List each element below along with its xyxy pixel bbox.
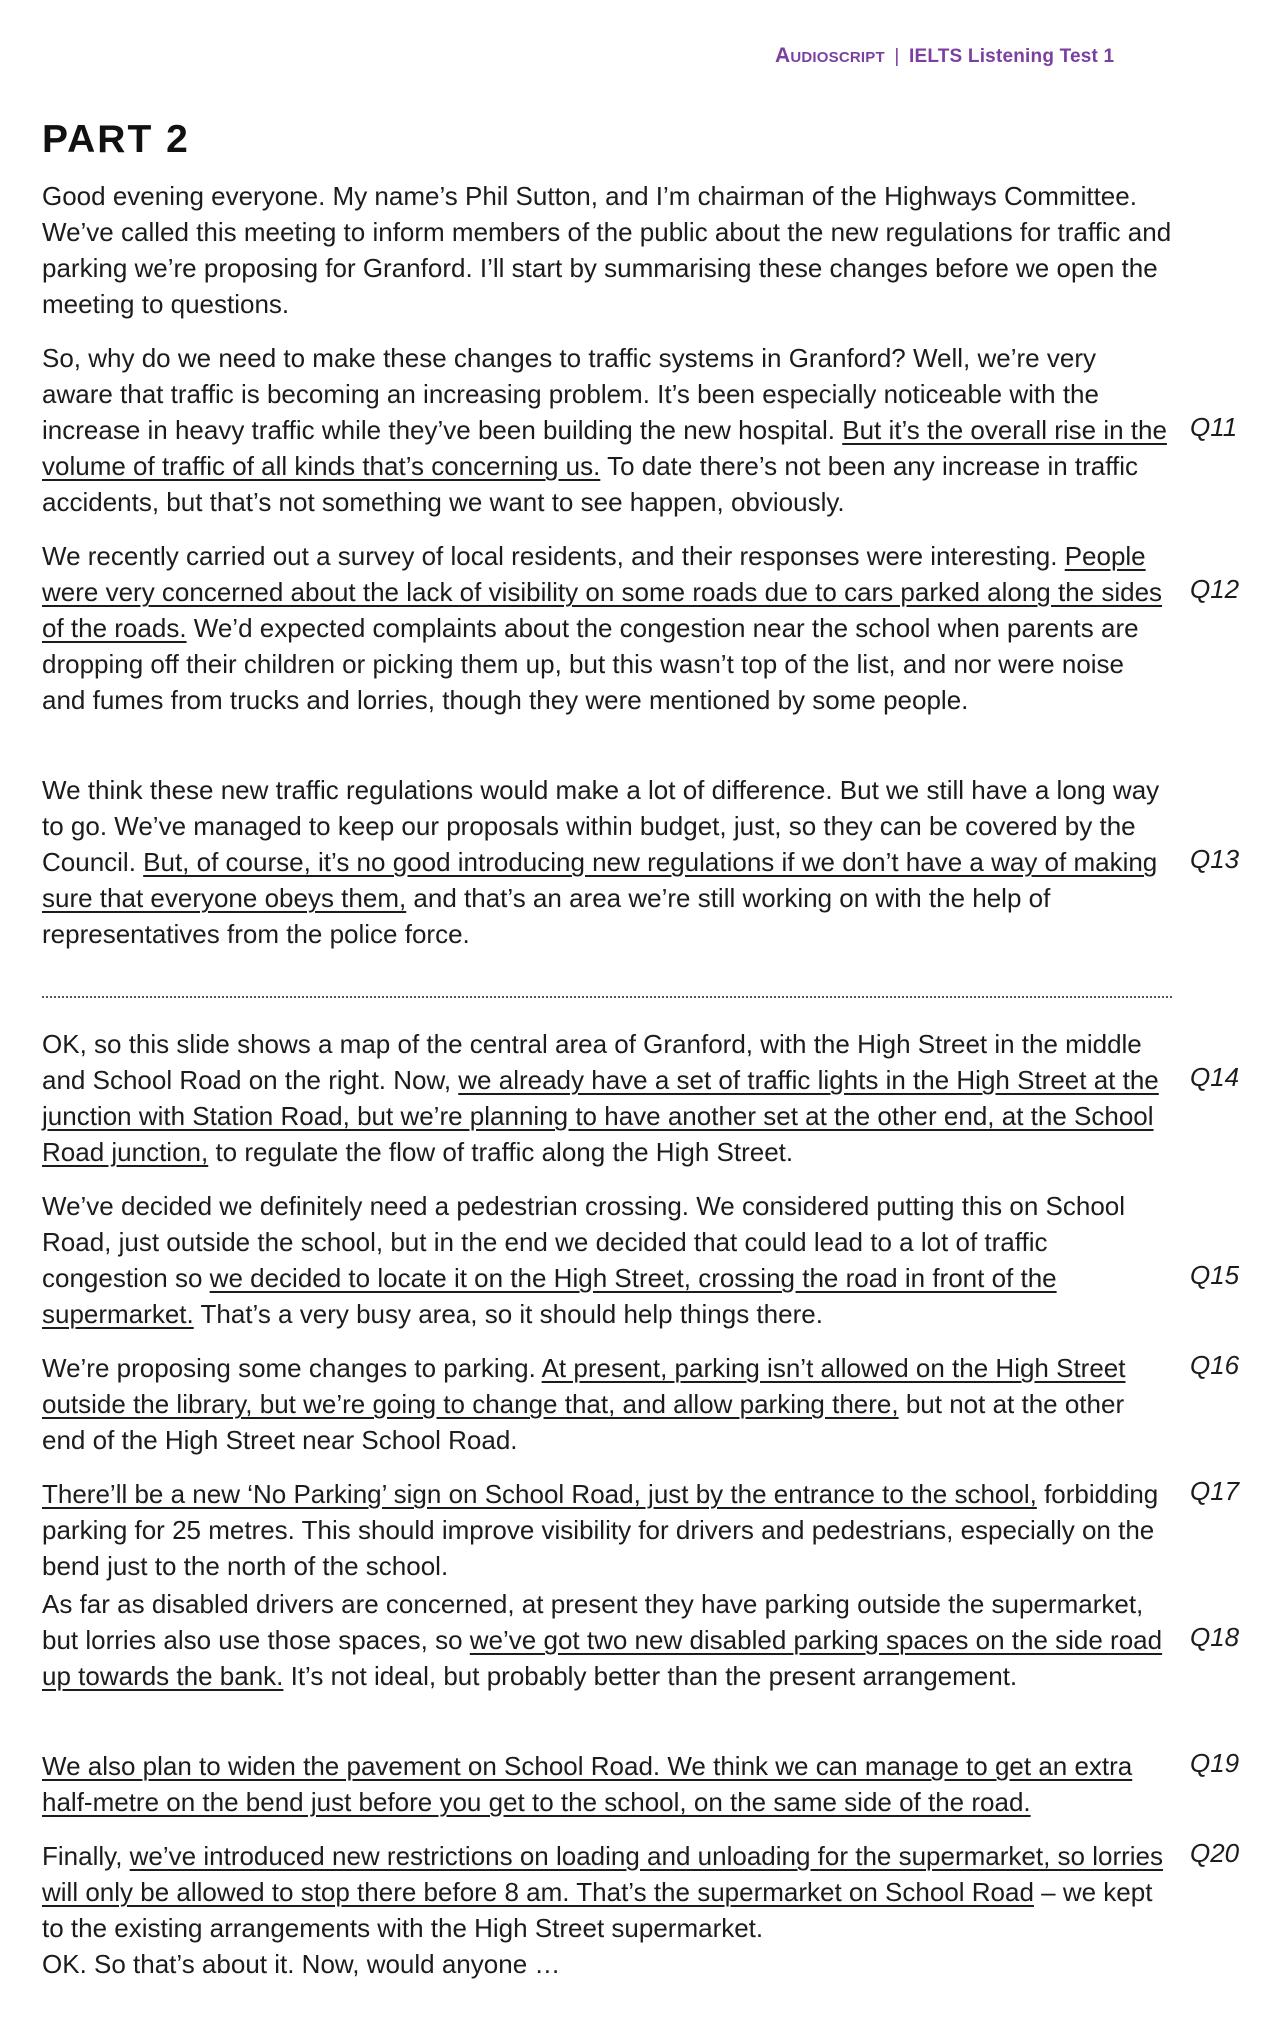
header-separator: | xyxy=(894,46,900,67)
paragraph-text: – we kept to the existing arrangements with the High Street supermarket. xyxy=(42,1877,1153,1943)
underlined-answer-text: we’ve introduced new restrictions on loading and unloading for the supermarket, so lorries will only be allowed to stop there before 8 am. That’s the supermarket on School Road xyxy=(42,1841,1164,1907)
paragraph-q16 xyxy=(42,1350,1172,1458)
question-marker-q18: Q18 xyxy=(1190,1622,1240,1652)
running-header xyxy=(775,44,1135,68)
paragraph-q13 xyxy=(42,772,1172,952)
paragraph-q15 xyxy=(42,1188,1172,1332)
paragraph-q19 xyxy=(42,1748,1172,1820)
part-title: PART 2 xyxy=(42,118,190,161)
underlined-answer-text: we’ve got two new disabled parking spaces on the side road up towards the bank. xyxy=(42,1625,1163,1691)
paragraph-text: It’s not ideal, but probably better than the present arrangement. xyxy=(283,1661,1018,1691)
paragraph-text: We recently carried out a survey of local residents, and their responses were interesting. xyxy=(42,541,1065,571)
paragraph-text: Good evening everyone. My name’s Phil Sutton, and I’m chairman of the Highways Committee. We’ve called this meeting to inform members of the public about the new regulations for traffic and parking we’re proposing for Granford. I’ll start by summarising these changes before we open the meeting to questions. xyxy=(42,181,1172,319)
paragraph-text: but not at the other end of the High Street near School Road. xyxy=(42,1389,1125,1455)
paragraph-text: That’s a very busy area, so it should help things there. xyxy=(193,1299,823,1329)
paragraph-q17 xyxy=(42,1476,1172,1584)
paragraph-text: So, why do we need to make these changes to traffic systems in Granford? Well, we’re very aware that traffic is becoming an increasing problem. It’s been especially noticeable with the increase in heavy traffic while they’ve been building the new hospital. xyxy=(42,343,1099,445)
paragraph-q14 xyxy=(42,1026,1172,1170)
question-marker-q15: Q15 xyxy=(1190,1260,1240,1290)
paragraph-closing xyxy=(42,1946,1172,1982)
question-marker-q14: Q14 xyxy=(1190,1062,1240,1092)
question-marker-q19: Q19 xyxy=(1190,1748,1240,1778)
question-marker-q11: Q11 xyxy=(1190,412,1238,442)
paragraph-text: Finally, xyxy=(42,1841,130,1871)
header-title: IELTS Listening Test 1 xyxy=(908,46,1115,67)
paragraph-q18 xyxy=(42,1586,1172,1694)
question-marker-q12: Q12 xyxy=(1190,574,1240,604)
underlined-answer-text: There’ll be a new ‘No Parking’ sign on School Road, just by the entrance to the school, xyxy=(42,1479,1037,1509)
underlined-answer-text: But it’s the overall rise in the volume of traffic of all kinds that’s concerning us. xyxy=(42,415,1167,481)
paragraph-text: To date there’s not been any increase in traffic accidents, but that’s not something we want to see happen, obviously. xyxy=(42,451,1139,517)
header-prefix: Audioscript xyxy=(775,44,885,67)
paragraph-text: to regulate the flow of traffic along the High Street. xyxy=(208,1137,794,1167)
paragraph-text: We’d expected complaints about the congestion near the school when parents are dropping off their children or picking them up, but this wasn’t top of the list, and nor were noise and fumes from trucks and lorries, though they were mentioned by some people. xyxy=(42,613,1139,715)
underlined-answer-text: People were very concerned about the lack of visibility on some roads due to cars parked along the sides of the roads. xyxy=(42,541,1163,643)
question-marker-q17: Q17 xyxy=(1190,1476,1240,1506)
question-marker-q16: Q16 xyxy=(1190,1350,1240,1380)
underlined-answer-text: We also plan to widen the pavement on School Road. We think we can manage to get an extra half-metre on the bend just before you get to the school, on the same side of the road. xyxy=(42,1751,1133,1817)
paragraph-text: forbidding parking for 25 metres. This should improve visibility for drivers and pedestrians, especially on the bend just to the north of the school. xyxy=(42,1479,1159,1581)
question-marker-q20: Q20 xyxy=(1190,1838,1240,1868)
question-marker-q13: Q13 xyxy=(1190,844,1240,874)
paragraph-q12 xyxy=(42,538,1172,718)
paragraph-q20 xyxy=(42,1838,1172,1946)
paragraph-q11 xyxy=(42,340,1172,520)
paragraph-text: OK, so this slide shows a map of the central area of Granford, with the High Street in the middle and School Road on the right. Now, xyxy=(42,1029,1142,1095)
paragraph-text: OK. So that’s about it. Now, would anyone … xyxy=(42,1949,561,1979)
paragraph-text: We’re proposing some changes to parking. xyxy=(42,1353,542,1383)
underlined-answer-text: But, of course, it’s no good introducing new regulations if we don’t have a way of making sure that everyone obeys them, xyxy=(42,847,1158,913)
paragraph-intro xyxy=(42,178,1172,322)
paragraph-text: We think these new traffic regulations would make a lot of difference. But we still have a long way to go. We’ve managed to keep our proposals within budget, just, so they can be covered by the Council. xyxy=(42,775,1160,877)
paragraph-text: and that’s an area we’re still working on with the help of representatives from the police force. xyxy=(42,883,1051,949)
paragraph-text: We’ve decided we definitely need a pedestrian crossing. We considered putting this on School Road, just outside the school, but in the end we decided that could lead to a lot of traffic congestion so xyxy=(42,1191,1126,1293)
underlined-answer-text: we decided to locate it on the High Street, crossing the road in front of the supermarket. xyxy=(42,1263,1057,1329)
underlined-answer-text: At present, parking isn’t allowed on the High Street outside the library, but we’re going to change that, and allow parking there, xyxy=(42,1353,1126,1419)
section-divider xyxy=(42,996,1172,998)
underlined-answer-text: we already have a set of traffic lights in the High Street at the junction with Station Road, but we’re planning to have another set at the other end, at the School Road junction, xyxy=(42,1065,1159,1167)
paragraph-text: As far as disabled drivers are concerned, at present they have parking outside the supermarket, but lorries also use those spaces, so xyxy=(42,1589,1144,1655)
